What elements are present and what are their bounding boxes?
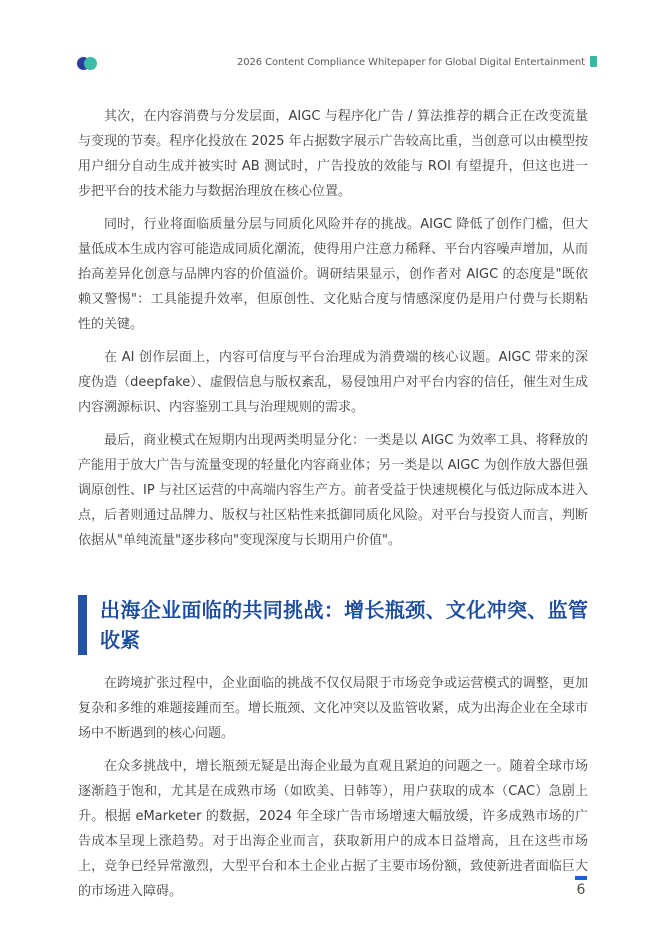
section-heading: 出海企业面临的共同挑战：增长瓶颈、文化冲突、监管收紧 <box>100 598 588 652</box>
paragraph: 其次，在内容消费与分发层面，AIGC 与程序化广告 / 算法推荐的耦合正在改变流量与变现的节奏。程序化投放在 2025 年占据数字展示广告较高比重，当创意可以由模型按用户细分自动生成并被实时 AB 测试时，广告投放的效能与 ROI 有望提升，但这也进一步把平台的技术能力与数据治理放在核心位置。 <box>78 109 588 199</box>
paragraph: 在 AI 创作层面上，内容可信度与平台治理成为消费端的核心议题。AIGC 带来的深度伪造（deepfake）、虚假信息与版权紊乱，易侵蚀用户对平台内容的信任，催生对生成内容溯源标识、内容鉴别工具与治理规则的需求。 <box>78 350 588 415</box>
paragraph: 在众多挑战中，增长瓶颈无疑是出海企业最为直观且紧迫的问题之一。随着全球市场逐渐趋于饱和，尤其是在成熟市场（如欧美、日韩等），用户获取的成本（CAC）急剧上升。根据 eMarketer 的数据，2024 年全球广告市场增速大幅放缓，许多成熟市场的广告成本呈现上涨趋势。对于出海企业而言，获取新用户的成本日益增高，且在这些市场上，竞争已经异常激烈，大型平台和本土企业占据了主要市场份额，致使新进者面临巨大的市场进入障碍。 <box>78 759 588 899</box>
paragraph: 同时，行业将面临质量分层与同质化风险并存的挑战。AIGC 降低了创作门槛，但大量低成本生成内容可能造成同质化潮流，使得用户注意力稀释、平台内容噪声增加，从而抬高差异化创意与品牌内容的价值溢价。调研结果显示，创作者对 AIGC 的态度是"既依赖又警惕"：工具能提升效率，但原创性、文化贴合度与情感深度仍是用户付费与长期粘性的关键。 <box>78 217 588 332</box>
footer-accent-bar <box>575 876 587 880</box>
section-heading-block <box>78 595 588 655</box>
header-accent-mark-icon <box>590 56 597 67</box>
page-number: 6 <box>576 882 586 898</box>
page-content <box>78 104 588 912</box>
logo-circle-teal-icon <box>84 57 97 70</box>
page-footer <box>569 876 593 898</box>
heading-accent-bar <box>78 595 87 655</box>
paragraph: 最后，商业模式在短期内出现两类明显分化：一类是以 AIGC 为效率工具、将释放的产能用于放大广告与流量变现的轻量化内容商业体；另一类是以 AIGC 为创作放大器但强调原创性、IP 与社区运营的中高端内容生产方。前者受益于快速规模化与低边际成本进入点，后者则通过品牌力、版权与社区粘性来抵御同质化风险。对平台与投资人而言，判断依据从"单纯流量"逐步移向"变现深度与长期用户价值"。 <box>78 433 588 548</box>
paragraph: 在跨境扩张过程中，企业面临的挑战不仅仅局限于市场竞争或运营模式的调整，更加复杂和多维的难题接踵而至。增长瓶颈、文化冲突以及监管收紧，成为出海企业在全球市场中不断遇到的核心问题。 <box>78 676 588 741</box>
page-header <box>0 0 665 90</box>
logo-icon <box>77 57 98 71</box>
header-title: 2026 Content Compliance Whitepaper for Global Digital Entertainment <box>236 57 585 68</box>
